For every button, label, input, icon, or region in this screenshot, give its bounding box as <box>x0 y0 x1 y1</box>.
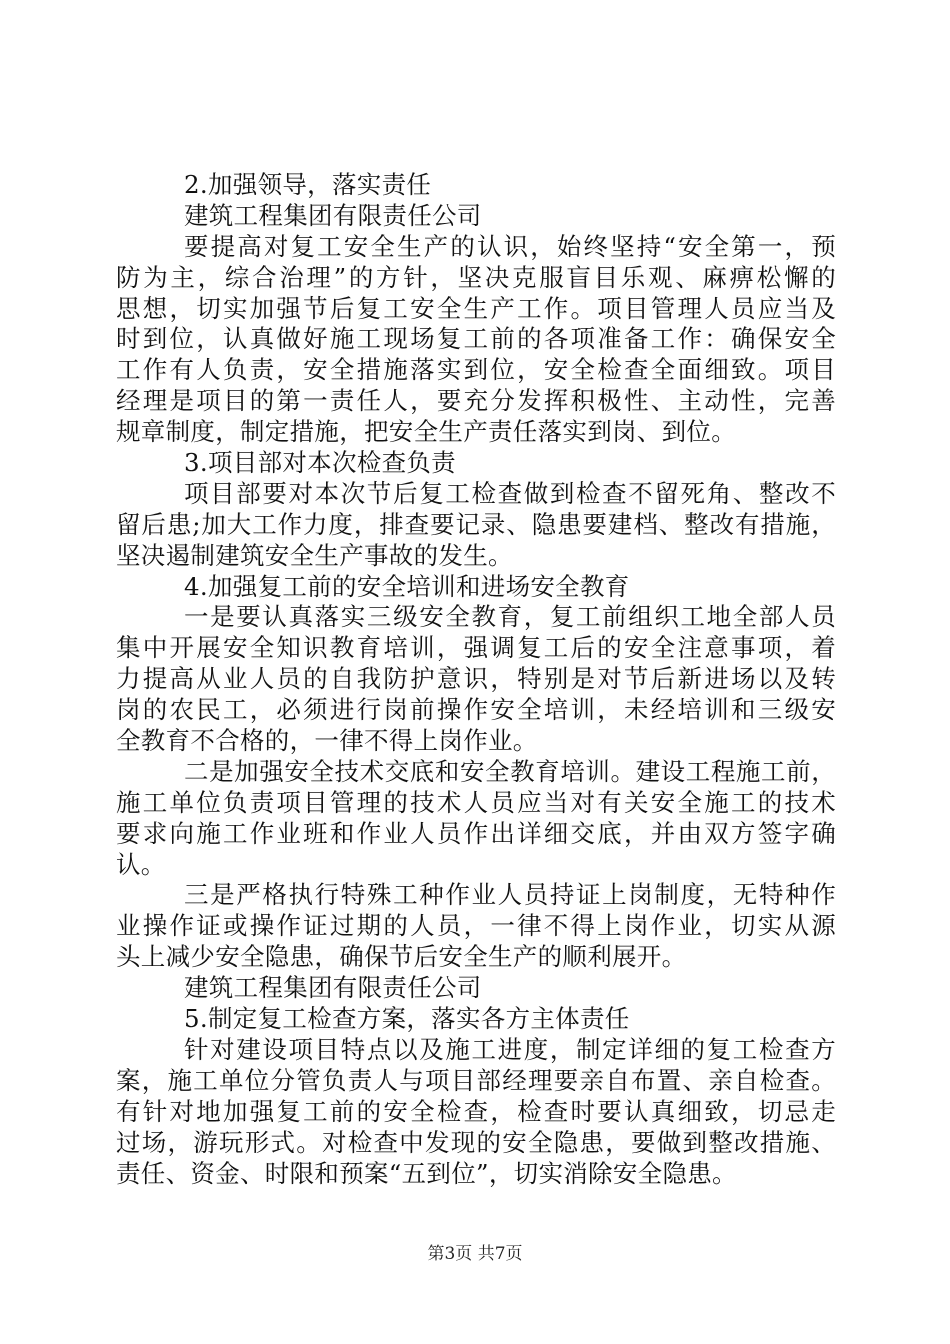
document-body <box>116 170 836 1189</box>
text-line: 施工单位负责项目管理的技术人员应当对有关安全施工的技术 <box>116 787 836 817</box>
text-line: 责任、资金、时限和预案“五到位”，切实消除安全隐患。 <box>116 1158 737 1188</box>
text-line: 业操作证或操作证过期的人员，一律不得上岗作业，切实从源 <box>116 911 836 941</box>
text-line: 坚决遏制建筑安全生产事故的发生。 <box>116 540 513 570</box>
text-line: 工作有人负责，安全措施落实到位，安全检查全面细致。项目 <box>116 355 836 385</box>
text-line: 留后患;加大工作力度，排查要记录、隐患要建档、整改有措施， <box>116 509 836 539</box>
text-line: 二是加强安全技术交底和安全教育培训。建设工程施工前， <box>184 756 836 786</box>
text-line: 防为主，综合治理”的方针，坚决克服盲目乐观、麻痹松懈的 <box>116 262 836 292</box>
text-line: 有针对地加强复工前的安全检查，检查时要认真细致，切忌走 <box>116 1096 836 1126</box>
text-line: 要提高对复工安全生产的认识，始终坚持“安全第一，预 <box>184 231 836 261</box>
text-line: 要求向施工作业班和作业人员作出详细交底，并由双方签字确 <box>116 818 836 848</box>
text-line: 时到位，认真做好施工现场复工前的各项准备工作：确保安全 <box>116 324 836 354</box>
text-line: 建筑工程集团有限责任公司 <box>184 200 482 230</box>
text-line: 经理是项目的第一责任人，要充分发挥积极性、主动性，完善 <box>116 386 836 416</box>
text-line: 建筑工程集团有限责任公司 <box>184 973 482 1003</box>
page-footer: 第3页 共7页 <box>427 1244 523 1264</box>
text-line: 4.加强复工前的安全培训和进场安全教育 <box>184 571 630 601</box>
text-line: 三是严格执行特殊工种作业人员持证上岗制度，无特种作 <box>184 880 836 910</box>
text-line: 项目部要对本次节后复工检查做到检查不留死角、整改不 <box>184 478 836 508</box>
text-line: 3.项目部对本次检查负责 <box>184 448 456 478</box>
text-line: 一是要认真落实三级安全教育，复工前组织工地全部人员 <box>184 602 836 632</box>
text-line: 规章制度，制定措施，把安全生产责任落实到岗、到位。 <box>116 417 736 447</box>
text-line: 2.加强领导，落实责任 <box>184 170 432 199</box>
text-line: 针对建设项目特点以及施工进度，制定详细的复工检查方 <box>184 1034 836 1064</box>
text-line: 全教育不合格的，一律不得上岗作业。 <box>116 726 538 756</box>
text-line: 5.制定复工检查方案，落实各方主体责任 <box>184 1004 630 1034</box>
text-line: 力提高从业人员的自我防护意识，特别是对节后新进场以及转 <box>116 664 836 694</box>
text-line: 思想，切实加强节后复工安全生产工作。项目管理人员应当及 <box>116 293 836 323</box>
text-line: 集中开展安全知识教育培训，强调复工后的安全注意事项，着 <box>116 633 836 663</box>
text-line: 过场，游玩形式。对检查中发现的安全隐患，要做到整改措施、 <box>116 1127 836 1157</box>
text-line: 案，施工单位分管负责人与项目部经理要亲自布置、亲自检查。 <box>116 1065 836 1095</box>
text-line: 头上减少安全隐患，确保节后安全生产的顺利展开。 <box>116 942 687 972</box>
text-line: 认。 <box>116 849 166 879</box>
text-line: 岗的农民工，必须进行岗前操作安全培训，未经培训和三级安 <box>116 695 836 725</box>
